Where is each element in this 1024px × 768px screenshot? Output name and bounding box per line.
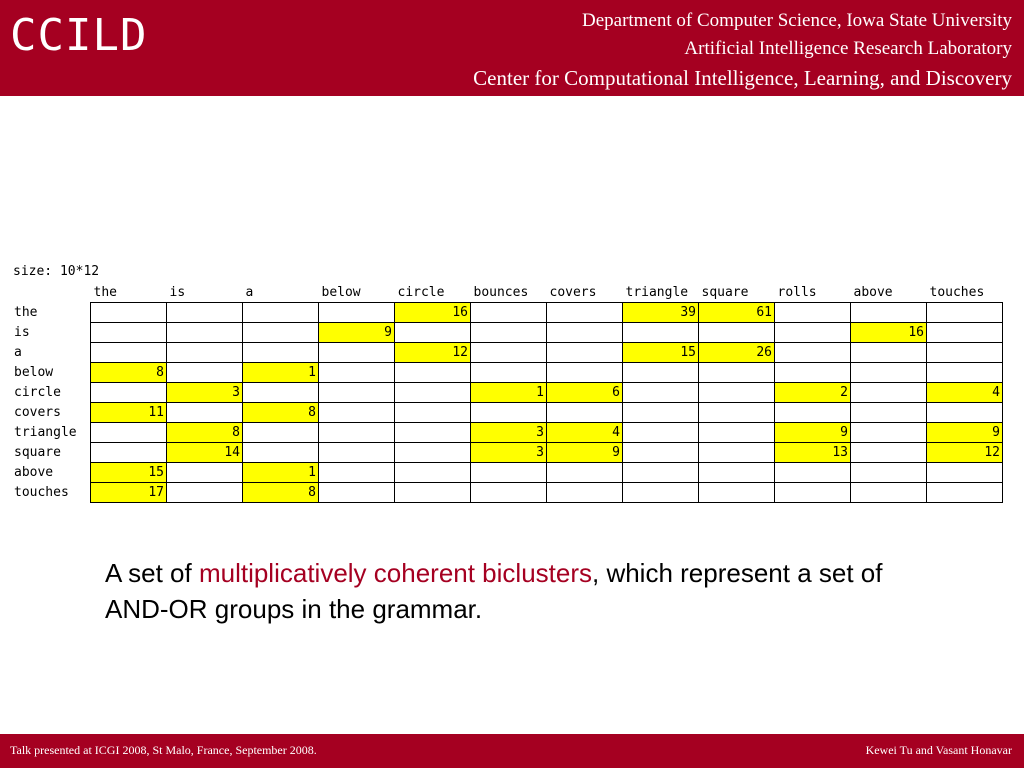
matrix-cell (623, 483, 699, 503)
matrix-cell: 39 (623, 303, 699, 323)
matrix-cell: 9 (775, 423, 851, 443)
matrix-cell (927, 343, 1003, 363)
matrix-cell (167, 303, 243, 323)
matrix-cell (851, 383, 927, 403)
matrix-cell (775, 463, 851, 483)
matrix-cell: 15 (623, 343, 699, 363)
footer-talk-info: Talk presented at ICGI 2008, St Malo, France, September 2008. (10, 743, 317, 757)
row-label: a (14, 345, 22, 360)
matrix-cell (699, 423, 775, 443)
matrix-cell (395, 443, 471, 463)
matrix-cell (471, 323, 547, 343)
matrix-cell: 16 (851, 323, 927, 343)
matrix-cell: 11 (91, 403, 167, 423)
matrix-table (13, 282, 1003, 503)
header-line-center: Center for Computational Intelligence, Learning, and Discovery (473, 66, 1012, 90)
matrix-cell (243, 343, 319, 363)
row-label: below (14, 365, 54, 380)
matrix-cell (623, 323, 699, 343)
matrix-cell: 14 (167, 443, 243, 463)
column-header: square (701, 284, 749, 300)
matrix-cell (243, 383, 319, 403)
matrix-cell: 8 (243, 403, 319, 423)
matrix-cell: 8 (167, 423, 243, 443)
matrix-cell (775, 483, 851, 503)
matrix-cell (471, 483, 547, 503)
matrix-cell (623, 423, 699, 443)
matrix-cell (91, 443, 167, 463)
matrix-cell (623, 443, 699, 463)
matrix-cell (623, 383, 699, 403)
matrix-cell (167, 483, 243, 503)
row-label: is (14, 325, 30, 340)
row-label: covers (14, 405, 61, 420)
matrix-cell (623, 363, 699, 383)
matrix-cell (547, 343, 623, 363)
matrix-cell: 4 (547, 423, 623, 443)
matrix-size-label: size: 10*12 (13, 264, 100, 279)
matrix-cell (699, 383, 775, 403)
matrix-cell: 13 (775, 443, 851, 463)
matrix-cell (395, 483, 471, 503)
matrix-cell: 9 (927, 423, 1003, 443)
matrix-cell: 4 (927, 383, 1003, 403)
matrix-cell (927, 323, 1003, 343)
column-header: above (853, 284, 893, 300)
matrix-row (13, 323, 1003, 343)
row-label: above (14, 465, 54, 480)
matrix-row (13, 363, 1003, 383)
header-affiliations (473, 7, 1012, 93)
matrix-cell: 3 (471, 443, 547, 463)
column-header: covers (549, 284, 597, 300)
matrix-cell (319, 443, 395, 463)
bicluster-matrix (13, 262, 1003, 503)
matrix-cell: 9 (547, 443, 623, 463)
row-label: the (14, 305, 38, 320)
column-header: circle (397, 284, 445, 300)
matrix-cell (775, 363, 851, 383)
footer-authors: Kewei Tu and Vasant Honavar (865, 743, 1012, 757)
row-label: triangle (14, 425, 77, 440)
matrix-cell (927, 483, 1003, 503)
matrix-cell (243, 323, 319, 343)
matrix-cell (851, 443, 927, 463)
matrix-cell (775, 343, 851, 363)
matrix-cell (91, 303, 167, 323)
matrix-cell (547, 483, 623, 503)
matrix-cell (851, 483, 927, 503)
matrix-cell: 61 (699, 303, 775, 323)
matrix-cell (243, 443, 319, 463)
matrix-cell (927, 363, 1003, 383)
matrix-cell (471, 463, 547, 483)
row-label: touches (14, 485, 69, 500)
matrix-cell (471, 343, 547, 363)
matrix-cell (167, 343, 243, 363)
matrix-cell (699, 463, 775, 483)
matrix-cell (319, 463, 395, 483)
matrix-cell: 8 (243, 483, 319, 503)
matrix-cell: 9 (319, 323, 395, 343)
matrix-cell (395, 383, 471, 403)
caption (105, 555, 925, 627)
corner-cell (13, 282, 91, 303)
matrix-cell (547, 463, 623, 483)
matrix-cell (319, 483, 395, 503)
matrix-cell: 16 (395, 303, 471, 323)
matrix-cell (699, 483, 775, 503)
matrix-cell: 1 (243, 363, 319, 383)
matrix-cell (547, 303, 623, 323)
matrix-cell: 3 (471, 423, 547, 443)
matrix-cell (395, 323, 471, 343)
header-line-lab: Artificial Intelligence Research Laboratory (684, 38, 1012, 59)
caption-highlight: multiplicatively coherent biclusters (198, 558, 592, 588)
matrix-cell (319, 383, 395, 403)
matrix-cell (927, 403, 1003, 423)
matrix-row (13, 403, 1003, 423)
caption-text-start: A set of (105, 558, 199, 588)
header-bar (0, 0, 1024, 96)
matrix-cell: 2 (775, 383, 851, 403)
matrix-cell (395, 463, 471, 483)
matrix-cell (91, 323, 167, 343)
matrix-cell (319, 343, 395, 363)
matrix-cell (775, 403, 851, 423)
matrix-cell (547, 323, 623, 343)
matrix-row (13, 343, 1003, 363)
matrix-row (13, 423, 1003, 443)
matrix-cell (91, 383, 167, 403)
column-header-row (13, 282, 1003, 303)
matrix-cell: 1 (243, 463, 319, 483)
matrix-cell (471, 403, 547, 423)
matrix-cell (927, 463, 1003, 483)
footer-bar (0, 734, 1024, 768)
matrix-cell (699, 363, 775, 383)
matrix-row (13, 303, 1003, 323)
matrix-cell (775, 303, 851, 323)
matrix-cell (319, 303, 395, 323)
matrix-cell (851, 303, 927, 323)
matrix-cell (319, 403, 395, 423)
matrix-cell (243, 423, 319, 443)
matrix-cell (167, 323, 243, 343)
matrix-cell (471, 303, 547, 323)
matrix-cell (775, 323, 851, 343)
column-header: below (321, 284, 361, 300)
matrix-row (13, 383, 1003, 403)
matrix-row (13, 463, 1003, 483)
column-header: is (169, 284, 186, 300)
matrix-cell (851, 423, 927, 443)
matrix-cell: 15 (91, 463, 167, 483)
matrix-cell: 17 (91, 483, 167, 503)
matrix-cell (319, 363, 395, 383)
matrix-cell: 6 (547, 383, 623, 403)
matrix-cell (851, 403, 927, 423)
matrix-cell: 3 (167, 383, 243, 403)
matrix-cell: 12 (927, 443, 1003, 463)
matrix-row (13, 483, 1003, 503)
matrix-cell (243, 303, 319, 323)
caption-text-end: , which represent a set of AND-OR groups in the grammar. (105, 558, 883, 624)
matrix-cell (471, 363, 547, 383)
matrix-cell (699, 323, 775, 343)
matrix-cell (319, 423, 395, 443)
matrix-cell (395, 363, 471, 383)
header-line-department: Department of Computer Science, Iowa State University (581, 10, 1012, 31)
matrix-cell (623, 403, 699, 423)
matrix-cell (851, 363, 927, 383)
logo: CCILD (10, 10, 148, 61)
matrix-cell (547, 363, 623, 383)
row-label: square (14, 445, 61, 460)
matrix-cell: 26 (699, 343, 775, 363)
matrix-cell: 1 (471, 383, 547, 403)
matrix-cell (167, 363, 243, 383)
matrix-body (13, 303, 1003, 503)
matrix-cell (699, 443, 775, 463)
matrix-cell (547, 403, 623, 423)
matrix-cell (699, 403, 775, 423)
matrix-cell: 12 (395, 343, 471, 363)
column-header: rolls (777, 284, 817, 300)
matrix-cell (851, 343, 927, 363)
matrix-cell (623, 463, 699, 483)
matrix-cell: 8 (91, 363, 167, 383)
matrix-cell (395, 423, 471, 443)
matrix-cell (91, 343, 167, 363)
matrix-row (13, 443, 1003, 463)
column-header: touches (929, 284, 985, 300)
row-label: circle (14, 385, 61, 400)
matrix-cell (167, 463, 243, 483)
column-header: a (245, 284, 254, 300)
matrix-cell (167, 403, 243, 423)
column-header: triangle (625, 284, 689, 300)
matrix-cell (851, 463, 927, 483)
matrix-cell (91, 423, 167, 443)
column-header: the (93, 284, 117, 300)
matrix-cell (395, 403, 471, 423)
matrix-cell (927, 303, 1003, 323)
column-header: bounces (473, 284, 529, 300)
